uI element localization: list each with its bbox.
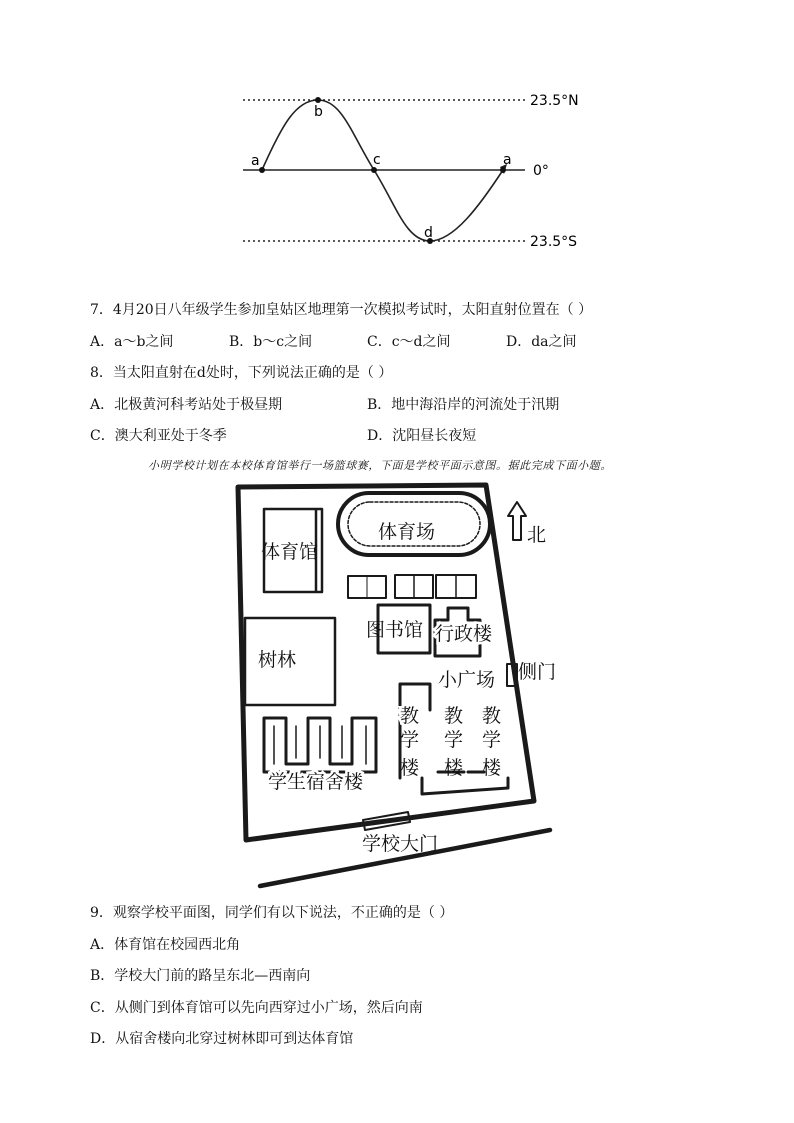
point-a-left [259,167,265,173]
label-a-left: a [251,153,260,169]
point-b [315,97,321,103]
teaching-label-1-char-2: 学 [400,729,420,751]
q9-option-a: A．体育馆在校园西北角 [90,937,241,953]
q8-option-c: C．澳大利亚处于冬季 [90,428,227,444]
teaching-label-2-char-1: 教 [444,705,464,727]
plaza-label: 小广场 [438,669,496,691]
q8-option-b: B．地中海沿岸的河流处于汛期 [367,397,560,413]
sun-path-diagram [230,85,600,255]
q9-option-d: D．从宿舍楼向北穿过树林即可到达体育馆 [90,1031,354,1047]
question-7-stem: 7．4月20日八年级学生参加皇姑区地理第一次模拟考试时，太阳直射位置在（ ） [90,302,593,318]
north-label: 北 [527,524,547,546]
q7-option-c: C．c～d之间 [367,334,451,350]
teaching-building-2 [422,778,508,794]
label-d: d [424,225,433,241]
label-equator: 0° [533,163,549,179]
stadium-label: 体育场 [378,521,436,543]
q7-option-d: D．da之间 [506,334,577,350]
north-arrow-icon [508,502,526,540]
label-a-right: a [503,152,512,168]
school-plan-map [228,478,568,898]
dorm-label: 学生宿舍楼 [268,771,364,793]
side-gate-label: 侧门 [518,661,557,683]
teaching-label-1-char-3: 楼 [400,757,420,779]
library-label: 图书馆 [366,619,424,641]
q9-option-b: B．学校大门前的路呈东北—西南向 [90,968,311,984]
question-8-stem: 8．当太阳直射在d处时，下列说法正确的是（ ） [90,365,393,381]
q9-option-c: C．从侧门到体育馆可以先向西穿过小广场，然后向南 [90,1000,423,1016]
label-23n: 23.5°N [530,93,579,109]
label-b: b [314,104,323,120]
label-c: c [373,152,381,168]
teaching-label-2-char-2: 学 [444,729,464,751]
teaching-label-3-char-2: 学 [482,729,502,751]
label-23s: 23.5°S [530,234,578,250]
admin-label: 行政楼 [435,623,493,645]
teaching-label-3-char-1: 教 [482,705,502,727]
map-intro-text: 小明学校计划在本校体育馆举行一场篮球赛，下面是学校平面示意图。据此完成下面小题。 [148,459,612,472]
q7-option-a: A．a～b之间 [90,334,174,350]
q8-option-d: D．沈阳昼长夜短 [367,428,477,444]
main-gate-label: 学校大门 [362,833,439,855]
q8-option-a: A．北极黄河科考站处于极昼期 [90,397,283,413]
q7-option-b: B．b～c之间 [229,334,313,350]
forest-label: 树林 [258,649,297,671]
teaching-label-3-char-3: 楼 [482,757,502,779]
question-9-stem: 9．观察学校平面图，同学们有以下说法，不正确的是（ ） [90,905,454,921]
teaching-label-1-char-1: 教 [400,705,420,727]
teaching-label-2-char-3: 楼 [444,757,464,779]
gym-label: 体育馆 [261,541,319,563]
